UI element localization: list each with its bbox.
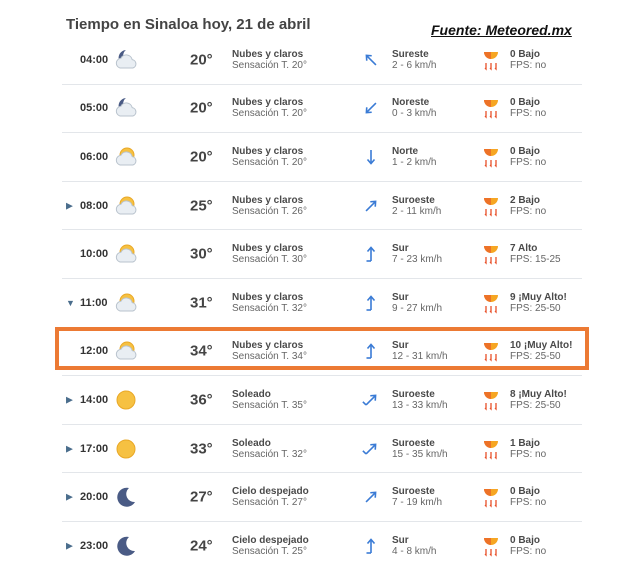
condition <box>232 97 307 119</box>
condition-text: Nubes y claros <box>232 291 304 303</box>
wind <box>392 195 441 217</box>
condition <box>232 486 309 508</box>
sun-icon <box>114 437 138 461</box>
hour-label: 10:00 <box>80 248 109 261</box>
temperature: 20° <box>190 99 213 117</box>
uv-icon <box>482 438 500 460</box>
temperature: 30° <box>190 245 213 263</box>
arrow-north-gust-icon <box>362 342 380 360</box>
hour-label: 06:00 <box>80 150 109 163</box>
uv-index: 0 Bajo <box>510 145 541 157</box>
wind-speed: 9 - 27 km/h <box>392 302 443 314</box>
uv-icon <box>482 97 500 119</box>
uv-icon <box>482 389 500 411</box>
temperature: 25° <box>190 197 213 215</box>
condition <box>232 195 307 217</box>
wind <box>392 438 448 460</box>
forecast-row-0500 <box>62 85 582 134</box>
temperature: 24° <box>190 537 213 555</box>
arrow-northwest-icon <box>362 51 380 69</box>
hour-label: 08:00 <box>80 199 109 212</box>
condition <box>232 243 307 265</box>
uv-icon <box>482 195 500 217</box>
uv-icon <box>482 340 500 362</box>
wind-direction: Suroeste <box>392 388 435 400</box>
arrow-northeast-icon <box>362 488 380 506</box>
condition-text: Nubes y claros <box>232 48 304 60</box>
wind-direction: Suroeste <box>392 486 435 498</box>
expand-toggle-icon[interactable]: ▼ <box>66 297 75 308</box>
forecast-row-1400[interactable] <box>62 376 582 425</box>
hour-label: 04:00 <box>80 53 109 66</box>
uv-icon <box>482 146 500 168</box>
fps-label: FPS: no <box>510 59 547 71</box>
uv-icon <box>482 292 500 314</box>
expand-toggle-icon[interactable]: ▶ <box>66 394 73 405</box>
expand-toggle-icon[interactable]: ▶ <box>66 443 73 454</box>
moon-icon <box>114 485 138 509</box>
condition-text: Nubes y claros <box>232 97 304 109</box>
temperature: 20° <box>190 148 213 166</box>
condition-text: Nubes y claros <box>232 340 304 352</box>
wind-direction: Suroeste <box>392 194 435 206</box>
uv-index: 8 ¡Muy Alto! <box>510 388 567 400</box>
wind-direction: Suroeste <box>392 437 435 449</box>
moon-icon <box>114 534 138 558</box>
feels-like: Sensación T. 20° <box>232 156 307 168</box>
expand-toggle-icon[interactable]: ▶ <box>66 540 73 551</box>
sun-cloud-icon <box>114 339 138 363</box>
forecast-row-1000 <box>62 230 582 279</box>
condition <box>232 340 307 362</box>
uv-index: 9 ¡Muy Alto! <box>510 291 567 303</box>
condition <box>232 49 307 71</box>
wind <box>392 389 448 411</box>
condition-text: Soleado <box>232 388 271 400</box>
wind-speed: 15 - 35 km/h <box>392 448 448 460</box>
wind-speed: 12 - 31 km/h <box>392 351 448 363</box>
feels-like: Sensación T. 26° <box>232 205 307 217</box>
wind-speed: 2 - 11 km/h <box>392 205 442 217</box>
temperature: 27° <box>190 488 213 506</box>
uv-index: 10 ¡Muy Alto! <box>510 340 573 352</box>
feels-like: Sensación T. 32° <box>232 448 307 460</box>
wind-direction: Sur <box>392 340 409 352</box>
wind-direction: Sur <box>392 535 409 547</box>
condition <box>232 292 307 314</box>
condition-text: Nubes y claros <box>232 243 304 255</box>
forecast-row-0400 <box>62 36 582 85</box>
fps-label: FPS: 25-50 <box>510 302 561 314</box>
temperature: 31° <box>190 294 213 312</box>
condition <box>232 438 307 460</box>
source-credit: Fuente: Meteored.mx <box>431 22 572 38</box>
wind-speed: 1 - 2 km/h <box>392 156 437 168</box>
sun-cloud-icon <box>114 145 138 169</box>
forecast-row-2000[interactable] <box>62 473 582 522</box>
arrow-northeast-gust-icon <box>362 391 380 409</box>
feels-like: Sensación T. 20° <box>232 59 307 71</box>
arrow-northeast-icon <box>362 197 380 215</box>
uv-index: 2 Bajo <box>510 194 541 206</box>
feels-like: Sensación T. 20° <box>232 108 307 120</box>
wind-direction: Sur <box>392 291 409 303</box>
forecast-row-0800[interactable] <box>62 182 582 231</box>
hour-label: 14:00 <box>80 393 109 406</box>
page-title: Tiempo en Sinaloa hoy, 21 de abril <box>66 16 311 33</box>
uv <box>510 340 572 362</box>
uv <box>510 146 546 168</box>
uv-index: 7 Alto <box>510 243 538 255</box>
uv-index: 0 Bajo <box>510 48 541 60</box>
uv-index: 0 Bajo <box>510 97 541 109</box>
moon-cloud-icon <box>114 48 138 72</box>
fps-label: FPS: 25-50 <box>510 351 561 363</box>
wind-direction: Sureste <box>392 48 429 60</box>
condition-text: Nubes y claros <box>232 145 304 157</box>
wind-speed: 7 - 23 km/h <box>392 254 443 266</box>
uv <box>510 438 546 460</box>
uv <box>510 292 567 314</box>
fps-label: FPS: no <box>510 108 547 120</box>
hour-label: 12:00 <box>80 345 109 358</box>
uv-index: 1 Bajo <box>510 437 541 449</box>
uv-icon <box>482 486 500 508</box>
arrow-north-gust-icon <box>362 537 380 555</box>
feels-like: Sensación T. 32° <box>232 302 307 314</box>
condition <box>232 389 307 411</box>
sun-cloud-icon <box>114 291 138 315</box>
uv-index: 0 Bajo <box>510 535 541 547</box>
wind <box>392 486 442 508</box>
wind-direction: Norte <box>392 145 419 157</box>
fps-label: FPS: no <box>510 205 547 217</box>
hourly-forecast-list <box>62 36 582 565</box>
arrow-north-gust-icon <box>362 294 380 312</box>
wind <box>392 292 442 314</box>
feels-like: Sensación T. 30° <box>232 254 307 266</box>
uv <box>510 389 567 411</box>
condition <box>232 535 309 557</box>
expand-toggle-icon[interactable]: ▶ <box>66 200 73 211</box>
temperature: 36° <box>190 391 213 409</box>
arrow-northeast-gust-icon <box>362 440 380 458</box>
wind <box>392 243 442 265</box>
wind-speed: 2 - 6 km/h <box>392 59 437 71</box>
wind <box>392 340 448 362</box>
feels-like: Sensación T. 25° <box>232 546 307 558</box>
temperature: 34° <box>190 342 213 360</box>
hour-label: 23:00 <box>80 540 109 553</box>
forecast-row-1200 <box>62 328 582 377</box>
wind-speed: 13 - 33 km/h <box>392 399 448 411</box>
sun-cloud-icon <box>114 194 138 218</box>
wind-direction: Sur <box>392 243 409 255</box>
feels-like: Sensación T. 35° <box>232 399 307 411</box>
wind-speed: 0 - 3 km/h <box>392 108 437 120</box>
sun-icon <box>114 388 138 412</box>
arrow-southwest-icon <box>362 99 380 117</box>
uv <box>510 535 546 557</box>
wind-direction: Noreste <box>392 97 430 109</box>
forecast-row-1100[interactable] <box>62 279 582 328</box>
condition <box>232 146 307 168</box>
temperature: 33° <box>190 440 213 458</box>
forecast-row-0600 <box>62 133 582 182</box>
wind <box>392 97 436 119</box>
uv <box>510 97 546 119</box>
condition-text: Soleado <box>232 437 271 449</box>
fps-label: FPS: no <box>510 497 547 509</box>
uv <box>510 243 561 265</box>
condition-text: Cielo despejado <box>232 486 309 498</box>
temperature: 20° <box>190 51 213 69</box>
uv <box>510 195 546 217</box>
wind <box>392 49 436 71</box>
fps-label: FPS: no <box>510 156 547 168</box>
forecast-row-1700[interactable] <box>62 425 582 474</box>
uv <box>510 49 546 71</box>
forecast-row-2300[interactable] <box>62 522 582 565</box>
uv-index: 0 Bajo <box>510 486 541 498</box>
uv <box>510 486 546 508</box>
uv-icon <box>482 243 500 265</box>
wind <box>392 535 436 557</box>
wind <box>392 146 436 168</box>
hour-label: 17:00 <box>80 442 109 455</box>
feels-like: Sensación T. 27° <box>232 497 307 509</box>
arrow-south-icon <box>362 148 380 166</box>
hour-label: 11:00 <box>80 296 108 309</box>
uv-icon <box>482 535 500 557</box>
wind-speed: 7 - 19 km/h <box>392 497 443 509</box>
moon-cloud-icon <box>114 96 138 120</box>
fps-label: FPS: 25-50 <box>510 399 561 411</box>
hour-label: 20:00 <box>80 491 109 504</box>
uv-icon <box>482 49 500 71</box>
expand-toggle-icon[interactable]: ▶ <box>66 491 73 502</box>
fps-label: FPS: 15-25 <box>510 254 561 266</box>
arrow-north-gust-icon <box>362 245 380 263</box>
hour-label: 05:00 <box>80 102 109 115</box>
sun-cloud-icon <box>114 242 138 266</box>
condition-text: Nubes y claros <box>232 194 304 206</box>
wind-speed: 4 - 8 km/h <box>392 546 437 558</box>
feels-like: Sensación T. 34° <box>232 351 307 363</box>
condition-text: Cielo despejado <box>232 535 309 547</box>
fps-label: FPS: no <box>510 546 547 558</box>
fps-label: FPS: no <box>510 448 547 460</box>
